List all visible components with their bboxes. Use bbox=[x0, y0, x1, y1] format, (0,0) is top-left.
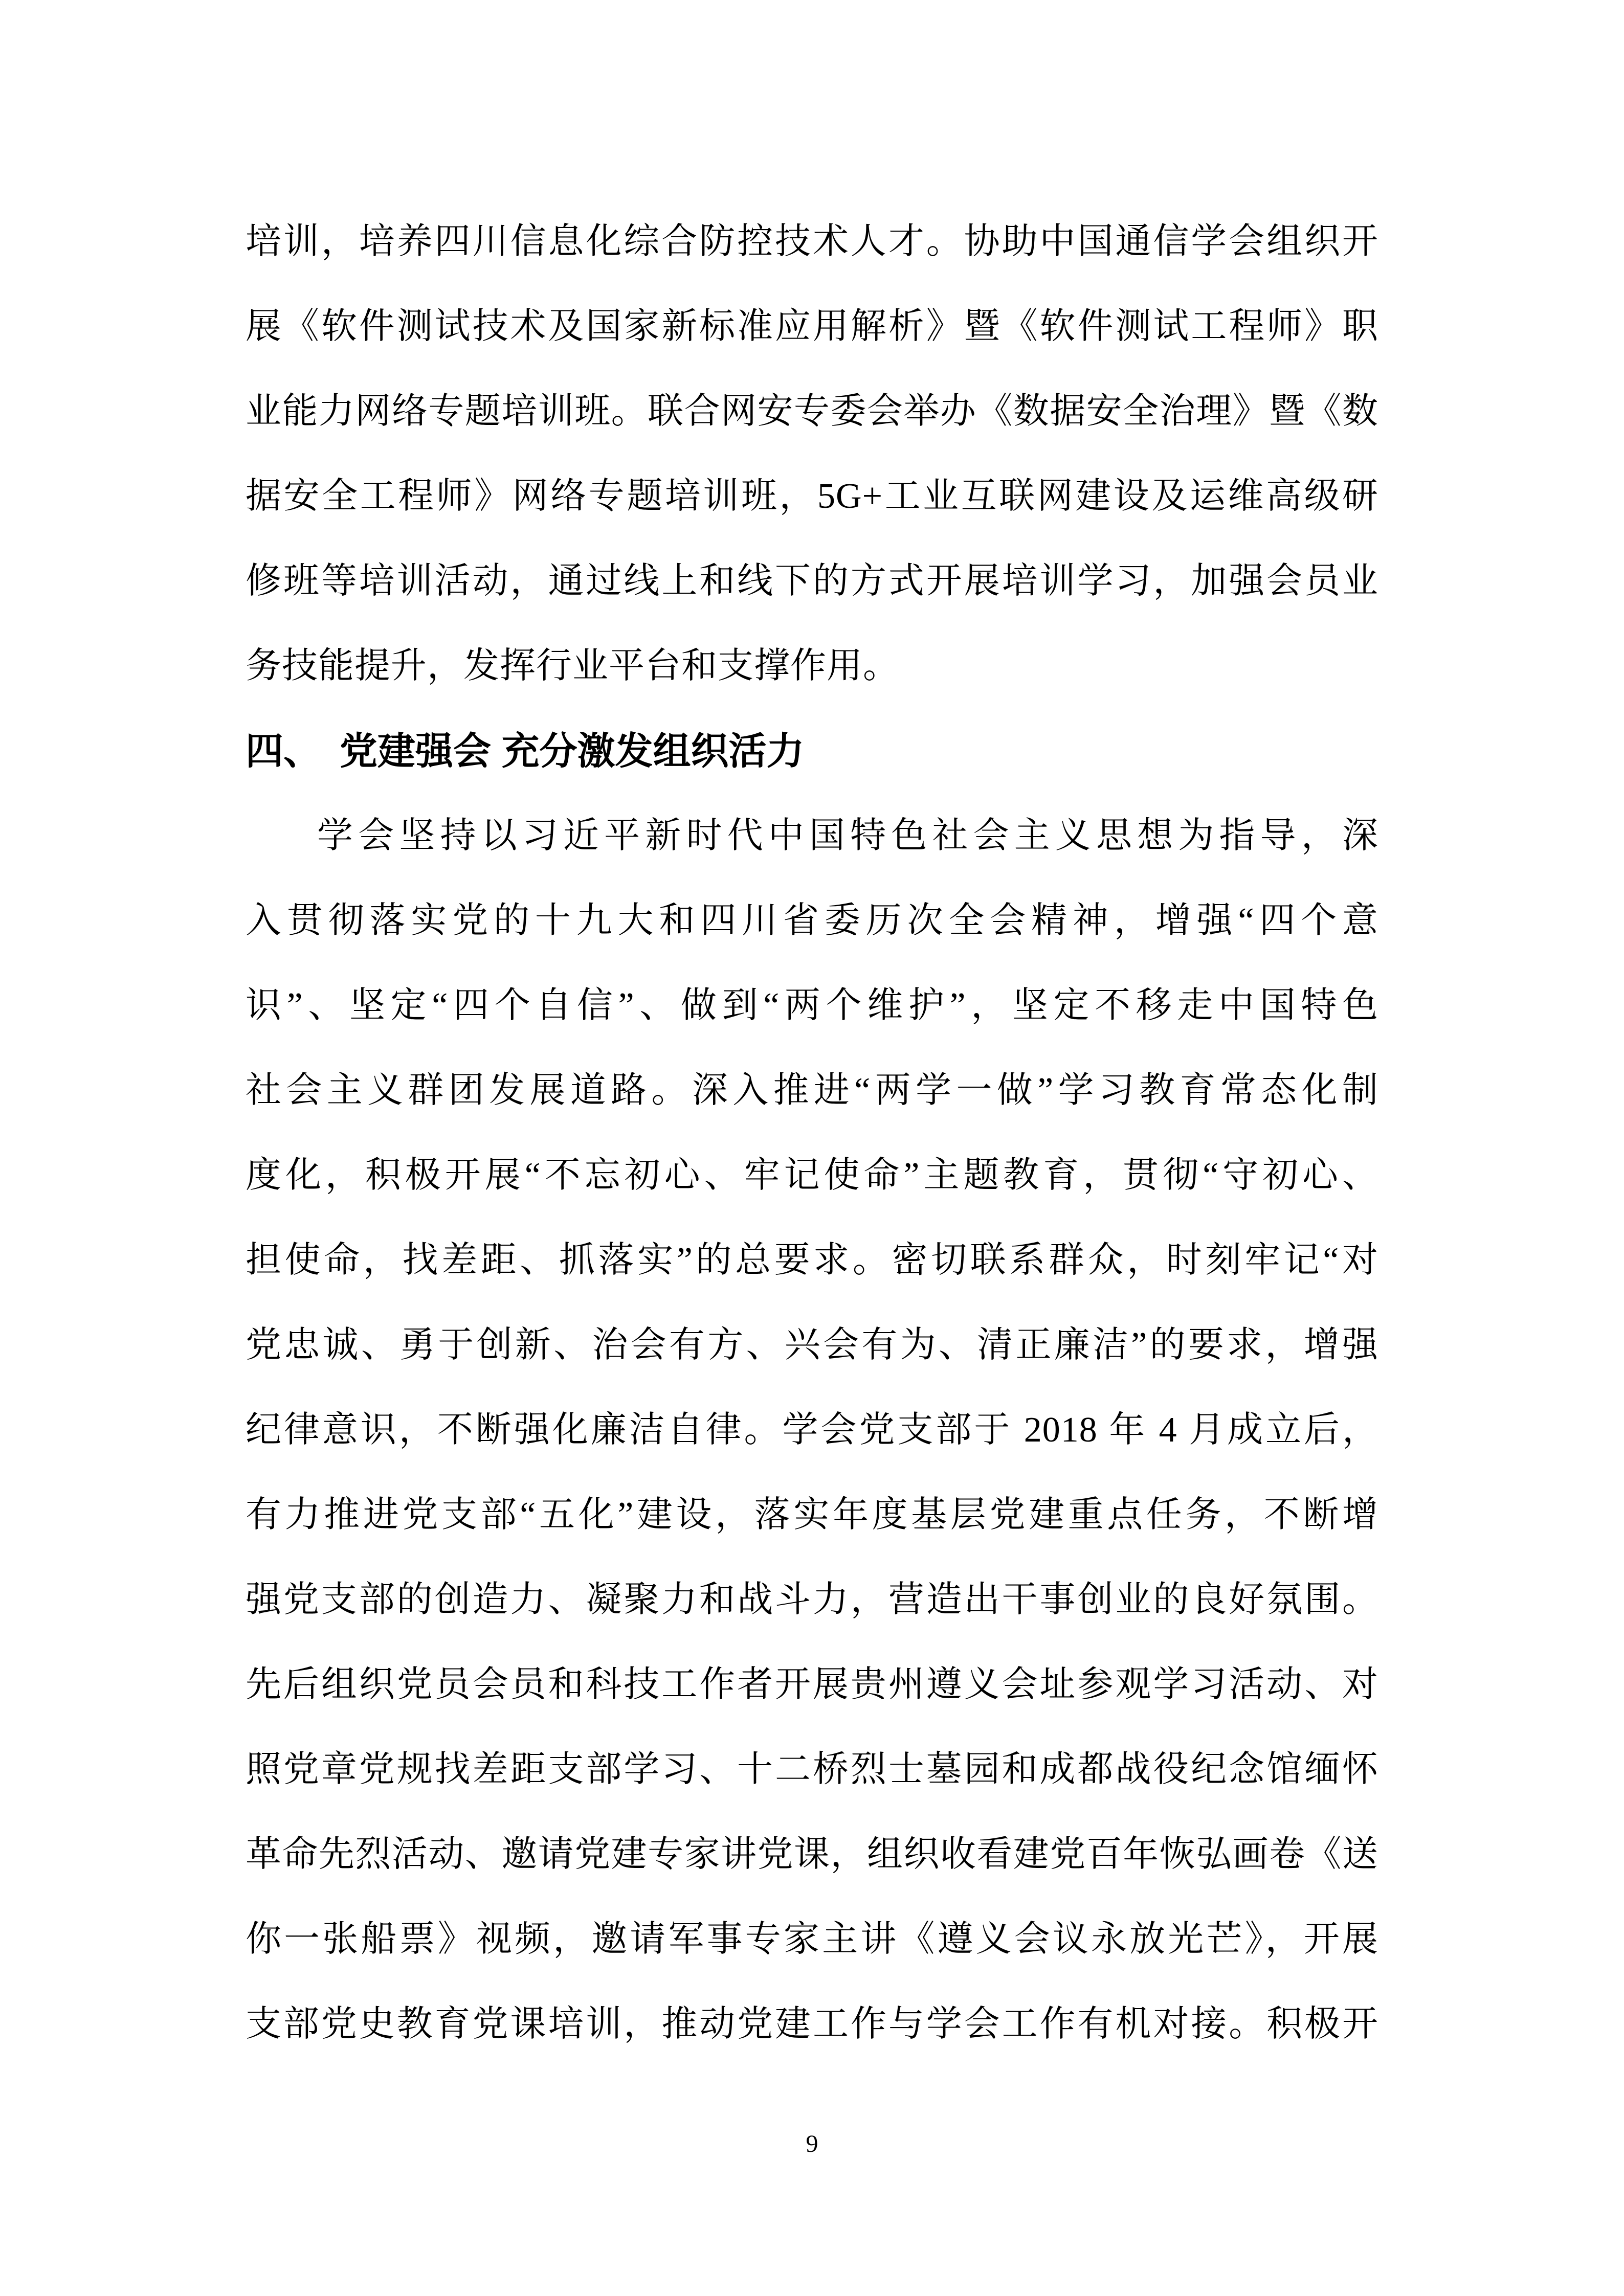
text-line: 展《软件测试技术及国家新标准应用解析》暨《软件测试工程师》职 bbox=[246, 307, 1378, 346]
text-line: 识”、坚定“四个自信”、做到“两个维护”，坚定不移走中国特色 bbox=[246, 986, 1378, 1025]
page-content bbox=[246, 199, 1378, 2067]
text-line: 强党支部的创造力、凝聚力和战斗力，营造出干事创业的良好氛围。 bbox=[246, 1580, 1378, 1619]
text-line: 社会主义群团发展道路。深入推进“两学一做”学习教育常态化制 bbox=[246, 1071, 1378, 1110]
section-heading bbox=[246, 709, 1378, 794]
text-line: 纪律意识，不断强化廉洁自律。学会党支部于 2018 年 4 月成立后， bbox=[246, 1410, 1378, 1450]
text-line: 培训，培养四川信息化综合防控技术人才。协助中国通信学会组织开 bbox=[246, 222, 1378, 261]
text-line: 学会坚持以习近平新时代中国特色社会主义思想为指导，深 bbox=[317, 816, 1378, 856]
text-line: 修班等培训活动，通过线上和线下的方式开展培训学习，加强会员业 bbox=[246, 561, 1378, 601]
text-line: 担使命，找差距、抓落实”的总要求。密切联系群众，时刻牢记“对 bbox=[246, 1241, 1378, 1280]
text-line: 有力推进党支部“五化”建设，落实年度基层党建重点任务，不断增 bbox=[246, 1495, 1378, 1535]
text-line: 支部党史教育党课培训，推动党建工作与学会工作有机对接。积极开 bbox=[246, 2005, 1378, 2044]
text-line: 度化，积极开展“不忘初心、牢记使命”主题教育，贯彻“守初心、 bbox=[246, 1156, 1378, 1195]
text-line: 党忠诚、勇于创新、治会有方、兴会有为、清正廉洁”的要求，增强 bbox=[246, 1325, 1378, 1365]
text-line: 照党章党规找差距支部学习、十二桥烈士墓园和成都战役纪念馆缅怀 bbox=[246, 1750, 1378, 1789]
page-number: 9 bbox=[806, 2130, 818, 2157]
text-line: 据安全工程师》网络专题培训班，5G+工业互联网建设及运维高级研 bbox=[246, 477, 1378, 516]
text-line: 先后组织党员会员和科技工作者开展贵州遵义会址参观学习活动、对 bbox=[246, 1665, 1378, 1704]
text-line: 你一张船票》视频，邀请军事专家主讲《遵义会议永放光芒》，开展 bbox=[246, 1920, 1378, 1959]
heading-title: 党建强会 充分激发组织活力 bbox=[340, 730, 805, 772]
text-line: 革命先烈活动、邀请党建专家讲党课，组织收看建党百年恢弘画卷《送 bbox=[246, 1835, 1378, 1874]
text-line: 入贯彻落实党的十九大和四川省委历次全会精神，增强“四个意 bbox=[246, 901, 1378, 940]
text-line: 务技能提升，发挥行业平台和支撑作用。 bbox=[246, 646, 899, 686]
paragraph bbox=[246, 794, 1378, 2067]
text-line: 业能力网络专题培训班。联合网安专委会举办《数据安全治理》暨《数 bbox=[246, 392, 1378, 431]
paragraph bbox=[246, 199, 1378, 709]
heading-number: 四、 bbox=[246, 730, 321, 772]
